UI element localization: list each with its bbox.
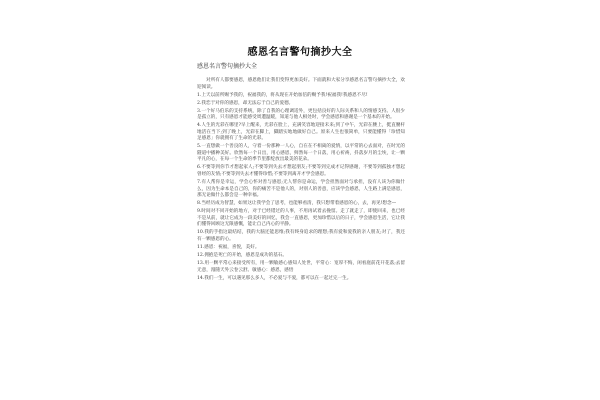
quote-paragraph: 10.我的手指这最结结，我的大脑还能思维;我有终身追求的理想;我有爱和爱我的亲人朋友;对了，我还有一颗感恩的心。	[197, 230, 405, 242]
quote-paragraph: 4.人生的光彩在哪里?早上醒来，光彩在脸上，充满笑容地迎接未来;到了中午，光彩在腰上，挺直腰杆地活在当下;到了晚上，光彩在脚上，脚踏实地地做好自己。原来人生也很简单，只要能懂得「珍惜知足感恩」你就拥有了生命的光彩。	[197, 123, 405, 142]
intro-paragraph: 对所有人都要感恩，感恩他们让我们变得更加美好。下面就和大家分享感恩名言警句摘抄大全，欢迎阅读。	[197, 78, 405, 90]
quote-paragraph: 8.当经历成为智慧，如果这让我学会了思考，也能够看清，我只想带着感恩的心，去，再见!想念—	[197, 201, 397, 207]
quote-paragraph: 11.感恩：祝福，喜悦，美好。	[197, 244, 260, 250]
document-body	[197, 78, 405, 283]
quote-paragraph: 5.一直想做一个善良的人，守着一份那种一人心，自在在不相离的爱情，以平常的心去面对，在时光的隧道中播种美好。欣然每一个日出，用心感恩，鲜然每一个日落，用心祈祷，抖落岁月的尘埃，让一颗平凡的心，在每一个生命的季节里都绽放出最美的花朵。	[197, 144, 405, 163]
quote-paragraph: 9.时间对不同开始的地方，对于已经错过的人事，不用再试着去挽留。走了就走了，即使回来，也已经不是从前，就让它成为一段美好的回忆，我会一直感恩，更加珍惜以后的日子，学会感恩生活，它让我们懂得回顾这无限感慨，能让自己内心的平静。	[197, 209, 405, 228]
quote-paragraph: 14.我们一生，可以遇见那么多人，不必爱与不爱，都可以在一起过完一生。	[197, 275, 352, 281]
quote-paragraph: 6.不要等到你节才想起家人;不要等到失去才想起朋友;不要等到完成才记得感谢，不要等到孤独才想起曾经的友情;不要等到失去才懂得珍惜;不要等到离开才学会感恩。	[197, 165, 405, 178]
page-title: 感恩名言警句摘抄大全	[247, 47, 353, 58]
quote-paragraph: 12.拥抱是死亡的开始，感恩是成功的基石。	[197, 252, 287, 258]
quote-paragraph: 2.我恋于对你的感恩，却无法忘于自己的爱德。	[197, 100, 294, 106]
quote-paragraph: 1.上天以前所赐予我的，祝福我的，将从现在开始加倍的赐予我!祝福我!我感恩不尽!	[197, 92, 368, 98]
page-subtitle: 感恩名言警句摘抄大全	[197, 63, 258, 70]
quote-paragraph: 13.用一颗平常心来接受所有，用一颗敏感心感知人处世，平常心：宽厚不悔，闲看庭前花开花落;去留无意，漫随天外云卷云舒。敏感心：感恩，感悟	[197, 260, 405, 273]
quote-paragraph: 3.一个好马伯乐的支持系统，除了自我的心理调适外，更包括良好的人际关系和人的情感支持。人很少是孤立的，只有感恩才能感受周遭温暖，知道与他人相处时，学会感恩和感谢是一个基本的开始。	[197, 108, 405, 121]
quote-paragraph: 7.有人帮你是幸运，学会心怀对善与感恩;无人帮你是命运，学会担然面对与承担，没有人该为你做什么，因为生命本是自己的，你的痛苦不是他人的，对别人的善意，应该学会感恩，人生路上满是感恩，那无论做什么都会是一种幸福。	[197, 180, 405, 199]
